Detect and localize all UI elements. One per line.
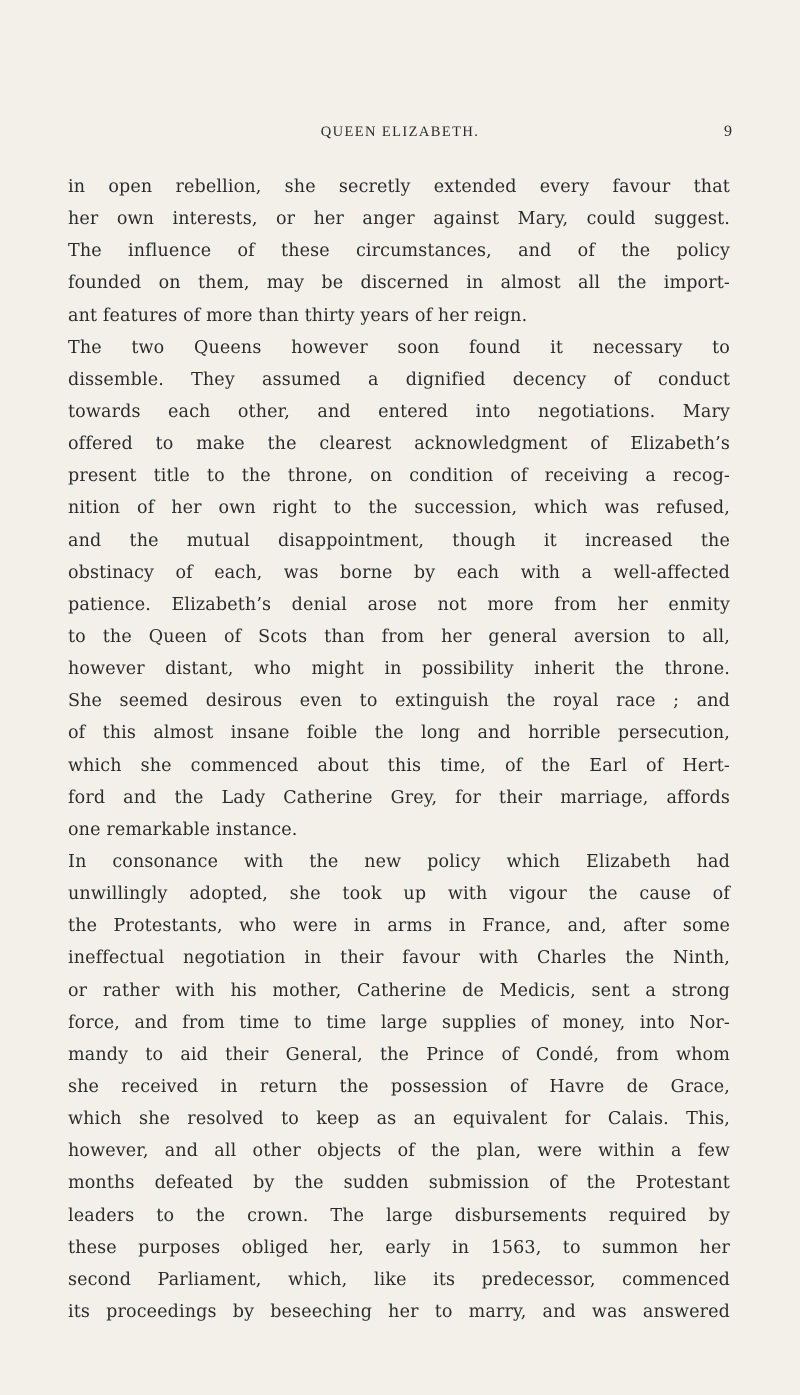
text-line: In consonance with the new policy which Elizabeth had [68,851,730,872]
text-line: the Protestants, who were in arms in France, and, after some [68,916,730,937]
text-line: unwillingly adopted, she took up with vigour the cause of [68,884,730,905]
text-line: months defeated by the sudden submission of the Protestant [68,1173,730,1194]
text-line: however distant, who might in possibility inherit the throne. [68,659,730,680]
text-line: of this almost insane foible the long and horrible persecution, [68,723,730,744]
text-line: her own interests, or her anger against Mary, could suggest. [68,209,730,230]
text-line: She seemed desirous even to extinguish the royal race ; and [68,691,730,712]
text-line: ford and the Lady Catherine Grey, for their marriage, affords [68,787,730,808]
text-line: one remarkable instance. [68,819,298,840]
text-line: towards each other, and entered into negotiations. Mary [68,401,730,422]
text-line: ant features of more than thirty years of her reign. [68,305,528,326]
text-line: she received in return the possession of Havre de Grace, [68,1076,730,1097]
text-line: or rather with his mother, Catherine de Medicis, sent a strong [68,980,730,1001]
text-line: force, and from time to time large supplies of money, into Nor- [68,1012,730,1033]
text-line: The two Queens however soon found it necessary to [68,337,730,358]
text-line: ineffectual negotiation in their favour with Charles the Ninth, [68,948,730,969]
text-line: The influence of these circumstances, and of the policy [68,241,730,262]
running-head [68,121,732,143]
text-line: which she commenced about this time, of the Earl of Hert- [68,755,730,776]
text-line: second Parliament, which, like its predecessor, commenced [68,1269,730,1290]
text-line: dissemble. They assumed a dignified decency of conduct [68,369,730,390]
text-line: in open rebellion, she secretly extended every favour that [68,177,730,197]
text-line: however, and all other objects of the plan, were within a few [68,1141,730,1162]
text-line: its proceedings by beseeching her to marry, and was answered [68,1301,730,1322]
text-line: founded on them, may be discerned in almost all the import- [68,273,730,294]
text-line: nition of her own right to the succession, which was refused, [68,498,730,519]
page-number: 9 [724,123,732,140]
text-line: which she resolved to keep as an equivalent for Calais. This, [68,1109,730,1130]
running-title: QUEEN ELIZABETH. [320,124,480,140]
text-line: leaders to the crown. The large disbursements required by [68,1205,730,1226]
text-line: and the mutual disappointment, though it increased the [68,530,730,551]
text-line: obstinacy of each, was borne by each with a well-affected [68,562,730,583]
text-line: mandy to aid their General, the Prince of Condé, from whom [68,1044,730,1065]
text-line: offered to make the clearest acknowledgment of Elizabeth’s [68,434,730,455]
body-text [68,171,730,1328]
text-line: these purposes obliged her, early in 1563, to summon her [68,1237,730,1258]
text-line: patience. Elizabeth’s denial arose not more from her enmity [68,594,730,615]
text-line: present title to the throne, on condition of receiving a recog- [68,466,730,487]
text-line: to the Queen of Scots than from her general aversion to all, [68,626,730,647]
